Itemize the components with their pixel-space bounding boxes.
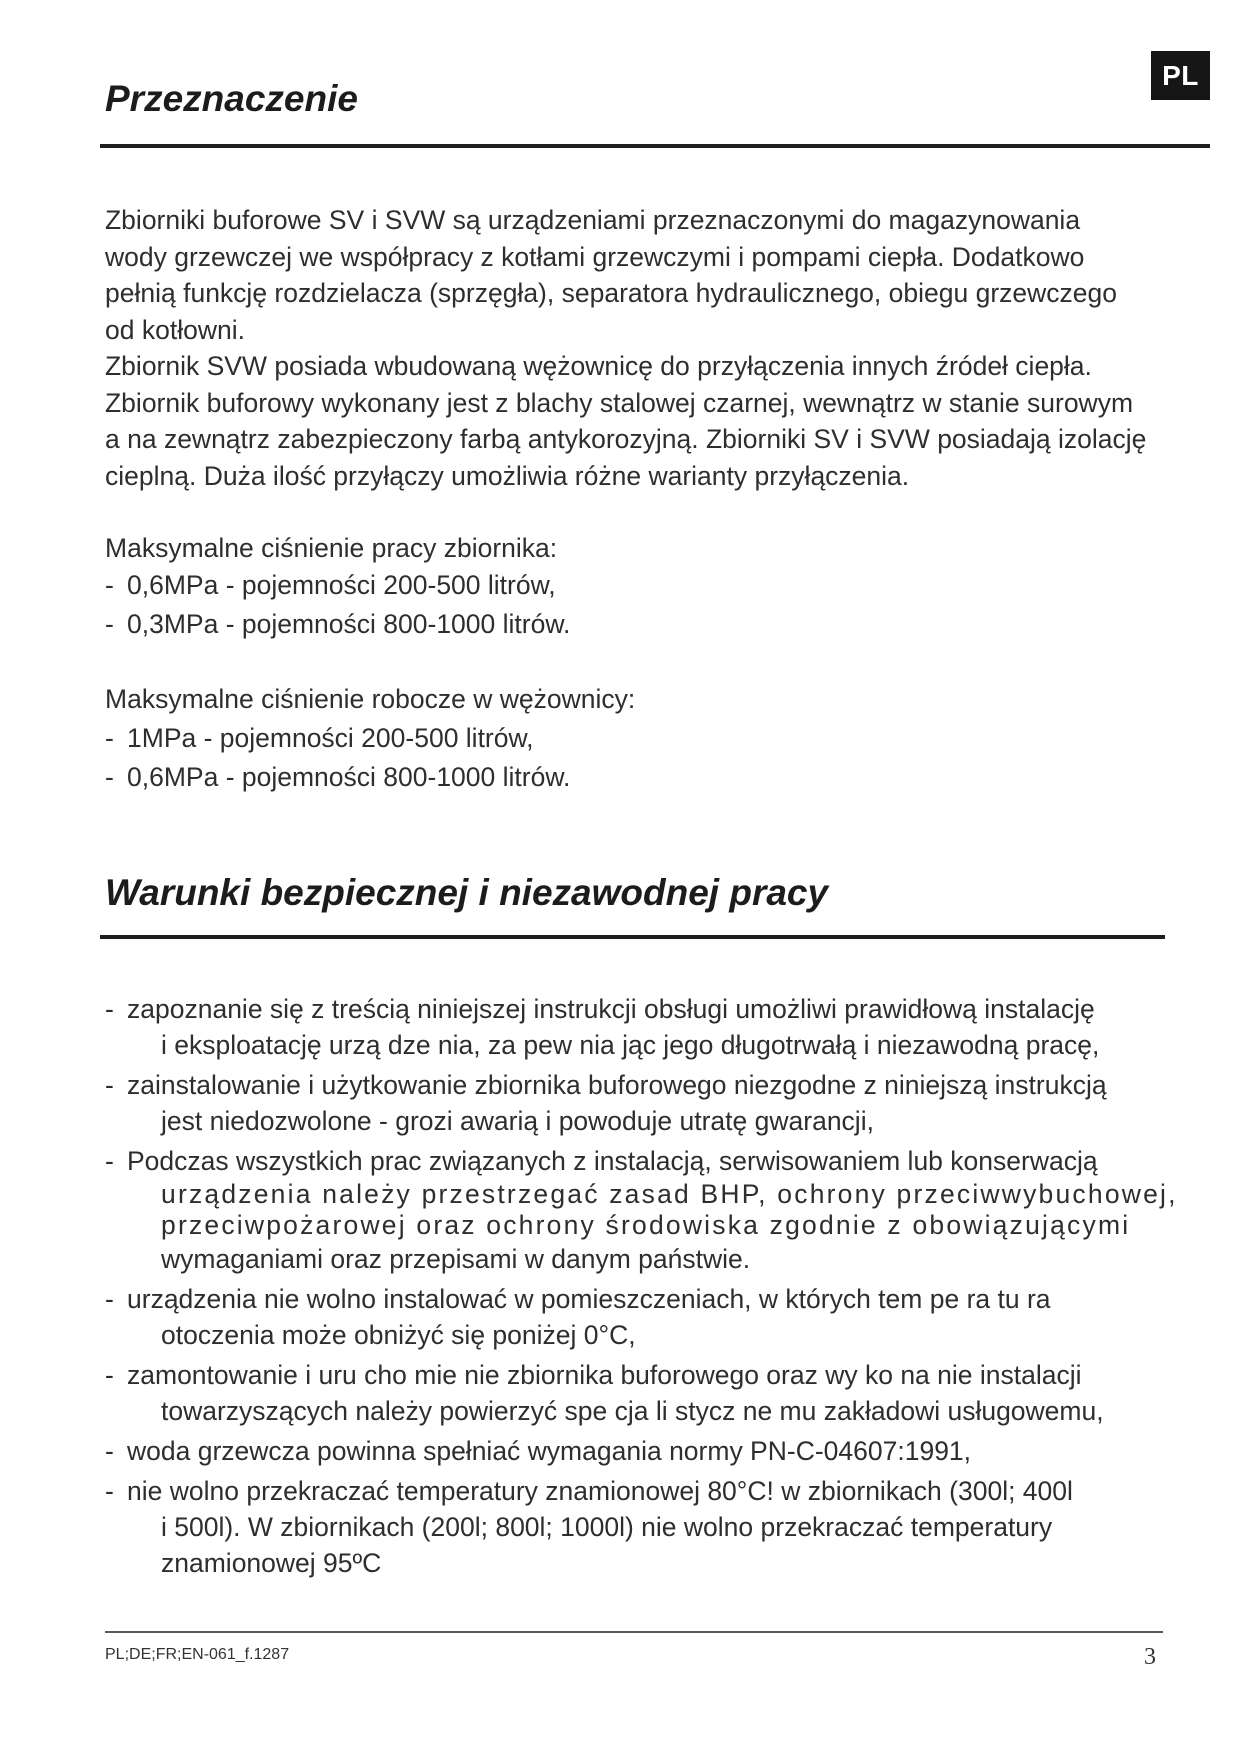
list-item: - Podczas wszystkich prac związanych z instalacją, serwisowaniem lub konserwacją urządzenia należy przestrzegać zasad BHP, ochrony przeciwwybuchowej, przeciwpożarowej oraz ochrony środowiska zgodnie z obowiązującymi wymaganiami oraz przepisami w danym państwie. [105,1146,1178,1274]
list-item: - zamontowanie i uru cho mie nie zbiornika buforowego oraz wy ko na nie instalacji towarzyszących należy powierzyć spe cja li stycz ne mu zakładowi usługowemu, [105,1360,1104,1426]
paragraph-line: Zbiornik SVW posiada wbudowaną wężownicę do przyłączenia innych źródeł ciepła. [105,351,1092,381]
list-item: - 0,3MPa - pojemności 800-1000 litrów. [105,605,570,644]
list-item: - zainstalowanie i użytkowanie zbiornika buforowego niezgodne z niniejszą instrukcją jest niedozwolone - grozi awarią i powoduje utratę gwarancji, [105,1070,1107,1136]
purpose-heading: Przeznaczenie [105,78,358,119]
footer-rule [105,1631,1163,1633]
list-item: - 0,6MPa - pojemności 800-1000 litrów. [105,758,570,797]
paragraph-line: pełnią funkcję rozdzielacza (sprzęgła), separatora hydraulicznego, obiegu grzewczego [105,278,1117,308]
tank-pressure-label: Maksymalne ciśnienie pracy zbiornika: [105,533,558,563]
page-number: 3 [1144,1644,1156,1670]
paragraph-line: wody grzewczej we współpracy z kotłami grzewczymi i pompami ciepła. Dodatkowo [105,241,1085,272]
coil-pressure-label: Maksymalne ciśnienie robocze w wężownicy: [105,684,636,714]
safety-conditions-list [105,991,1185,1585]
list-item: - zapoznanie się z treścią niniejszej instrukcji obsługi umożliwi prawidłową instalację i eksploatację urzą dze nia, za pew nia jąc jego długotrwałą i niezawodną pracę, [105,994,1100,1060]
paragraph-line: Zbiornik buforowy wykonany jest z blachy stalowej czarnej, wewnątrz w stanie surowym [105,387,1134,418]
list-item: - nie wolno przekraczać temperatury znamionowej 80°C! w zbiornikach (300l; 400l i 500l). W zbiornikach (200l; 800l; 1000l) nie wolno przekraczać temperatury znamionowej 95ºC [105,1476,1073,1578]
coil-pressure-list [105,719,570,797]
purpose-paragraph [105,202,1195,494]
document-code: PL;DE;FR;EN-061_f.1287 [105,1646,290,1663]
safety-heading-rule [100,935,1165,939]
list-item: - 1MPa - pojemności 200-500 litrów, [105,719,570,758]
list-item: - woda grzewcza powinna spełniać wymagania normy PN-C-04607:1991, [105,1436,972,1466]
safety-heading: Warunki bezpiecznej i niezawodnej pracy [105,872,829,913]
paragraph-line: a na zewnątrz zabezpieczony farbą antykorozyjną. Zbiorniki SV i SVW posiadają izolację [105,424,1147,454]
tank-pressure-list [105,566,570,644]
paragraph-line: Zbiorniki buforowe SV i SVW są urządzeniami przeznaczonymi do magazynowania [105,205,1081,235]
language-badge: PL [1151,51,1210,100]
paragraph-line: cieplną. Duża ilość przyłączy umożliwia różne warianty przyłączenia. [105,460,910,491]
purpose-heading-rule [100,144,1210,148]
list-item: - urządzenia nie wolno instalować w pomieszczeniach, w których tem pe ra tu ra otoczenia może obniżyć się poniżej 0°C, [105,1284,1051,1350]
paragraph-line: od kotłowni. [105,314,245,345]
list-item: - 0,6MPa - pojemności 200-500 litrów, [105,566,570,605]
